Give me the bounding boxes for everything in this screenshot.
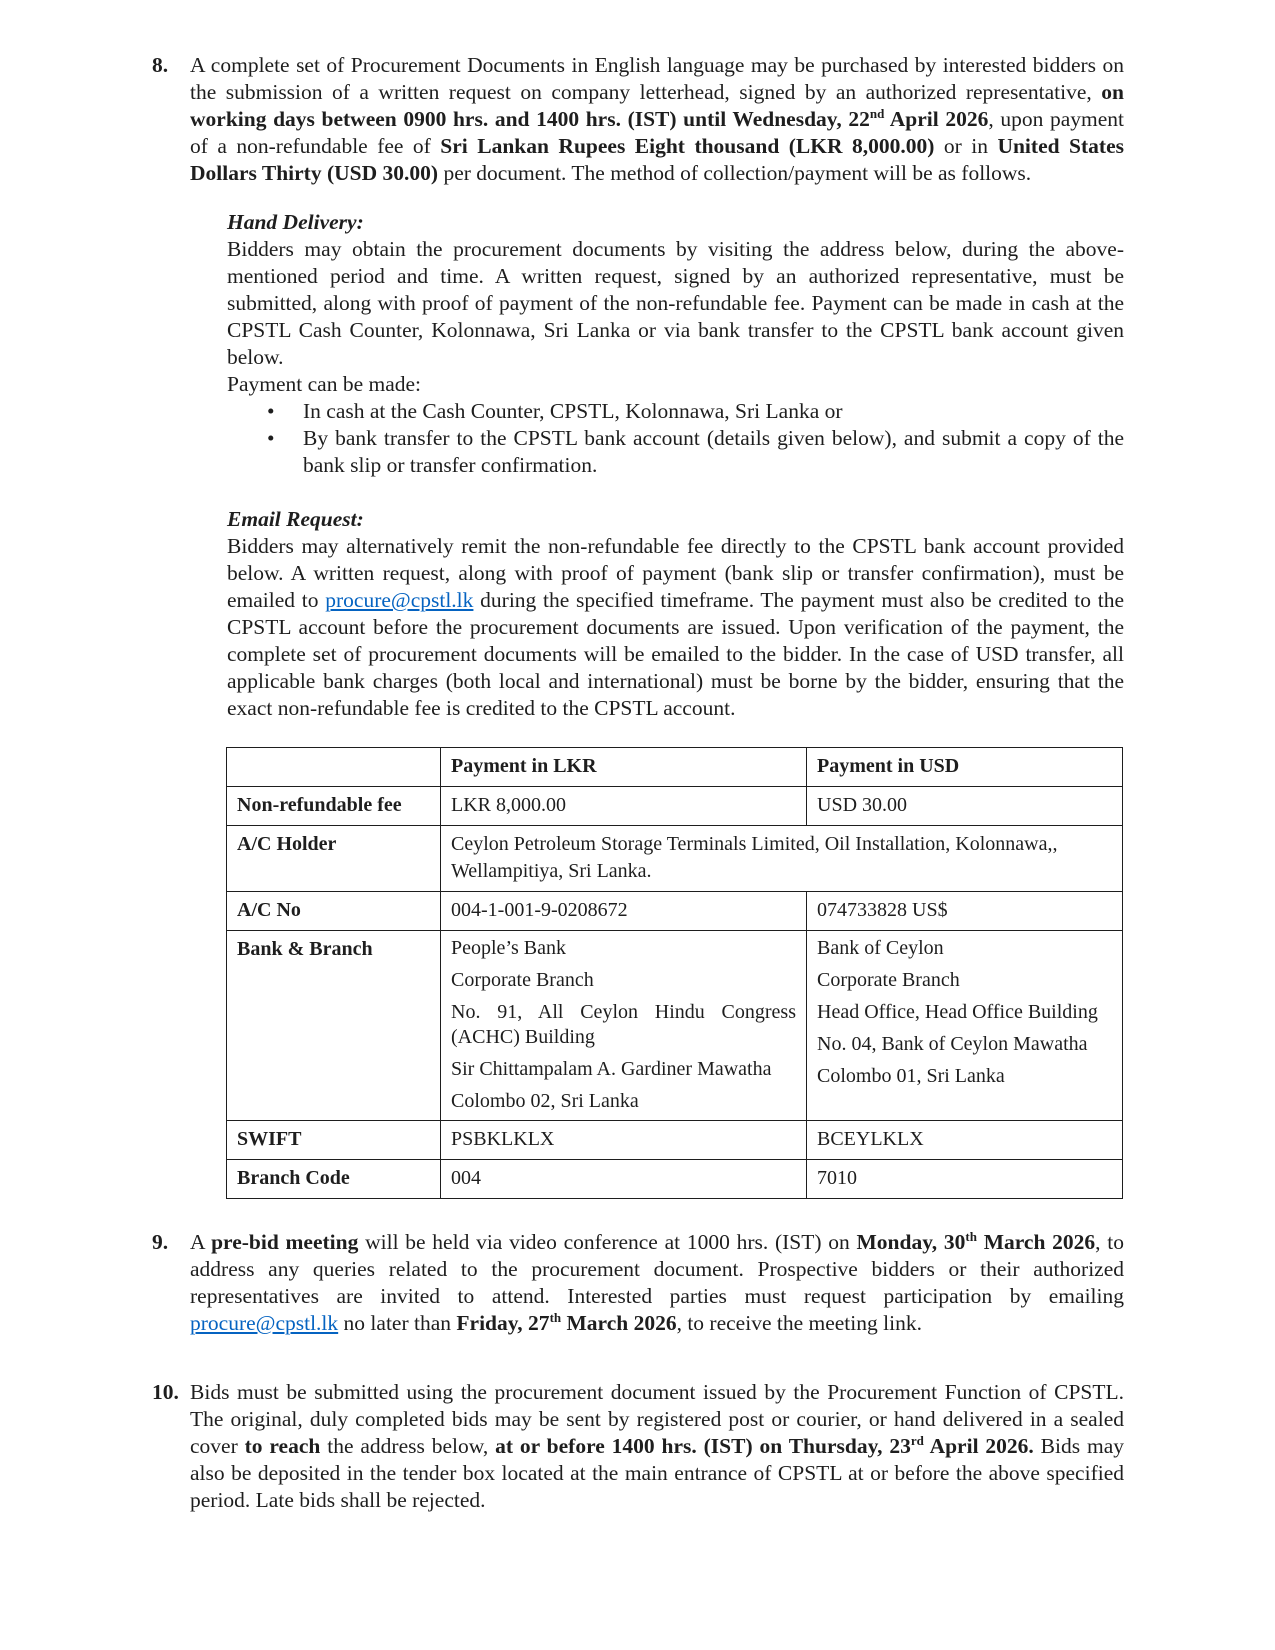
item-9-body (190, 1229, 1124, 1337)
text-run: A complete set of Procurement Documents in English language may be purchased by interested bidders on the submission of a written request on company letterhead, signed by an authorized representative, (190, 53, 1124, 104)
swift-lkr-value: PSBKLKLX (441, 1121, 807, 1160)
text-run-bold: April 2026 (884, 107, 989, 131)
item-8-body (190, 52, 1124, 1199)
list-item-9 (152, 1229, 1124, 1337)
table-row-branch-code (227, 1160, 1123, 1199)
procure-email-link[interactable]: procure@cpstl.lk (325, 588, 474, 612)
bank-line: Corporate Branch (451, 969, 594, 991)
row-label: SWIFT (227, 1121, 441, 1160)
fee-usd-value: USD 30.00 (807, 787, 1123, 826)
item-10-body (190, 1379, 1124, 1514)
hand-delivery-section (227, 209, 1124, 479)
table-row-fee (227, 787, 1123, 826)
text-run-bold: pre-bid meeting (211, 1230, 359, 1254)
table-row-swift (227, 1121, 1123, 1160)
text-run-bold: Friday, 27 (456, 1311, 550, 1335)
item-10-paragraph (190, 1379, 1124, 1514)
text-run: the address below, (320, 1434, 496, 1458)
email-request-paragraph (227, 533, 1124, 722)
item-9-paragraph (190, 1229, 1124, 1337)
row-label: A/C Holder (227, 826, 441, 892)
bank-line: Colombo 01, Sri Lanka (817, 1065, 1005, 1087)
row-label: Non-refundable fee (227, 787, 441, 826)
bank-branch-lkr-cell (441, 931, 807, 1121)
row-label: A/C No (227, 892, 441, 931)
text-run: will be held via video conference at 1000 hrs. (IST) on (358, 1230, 857, 1254)
table-row-bank-branch (227, 931, 1123, 1121)
account-no-usd-value: 074733828 US$ (807, 892, 1123, 931)
bank-line: People’s Bank (451, 937, 566, 959)
list-item (227, 425, 1124, 479)
bank-line: No. 91, All Ceylon Hindu Congress (ACHC) Building (451, 1001, 796, 1048)
text-run-bold: United States Dollars Thirty (USD 30.00) (190, 134, 1124, 185)
bank-branch-usd-cell (807, 931, 1123, 1121)
text-run: during the specified timeframe. The payment must also be credited to the CPSTL account before the procurement documents are issued. Upon verification of the payment, the complete set of procurement documents will be emailed to the bidder. In the case of USD transfer, all applicable bank charges (both local and international) must be borne by the bidder, ensuring that the exact non-refundable fee is credited to the CPSTL account. (227, 588, 1124, 720)
text-run: no later than (338, 1311, 457, 1335)
row-label: Bank & Branch (227, 931, 441, 1121)
swift-usd-value: BCEYLKLX (807, 1121, 1123, 1160)
fee-lkr-value: LKR 8,000.00 (441, 787, 807, 826)
item-9-number: 9. (152, 1230, 169, 1254)
hand-delivery-heading: Hand Delivery: (227, 210, 364, 234)
ordinal-superscript: rd (910, 1432, 924, 1448)
branch-code-lkr-value: 004 (441, 1160, 807, 1199)
item-8-number: 8. (152, 53, 169, 77)
account-holder-value: Ceylon Petroleum Storage Terminals Limited, Oil Installation, Kolonnawa,, Wellampitiya, Sri Lanka. (441, 826, 1123, 892)
list-item-8 (152, 52, 1124, 1199)
header-payment-lkr: Payment in LKR (441, 748, 807, 787)
header-payment-usd: Payment in USD (807, 748, 1123, 787)
table-row-header (227, 748, 1123, 787)
ordinal-superscript: th (549, 1309, 562, 1325)
text-run: or in (934, 134, 998, 158)
bank-line: Sir Chittampalam A. Gardiner Mawatha (451, 1058, 772, 1080)
bank-line: Head Office, Head Office Building (817, 1001, 1098, 1023)
text-run-bold: to reach (244, 1434, 321, 1458)
text-run-bold: Sri Lankan Rupees Eight thousand (LKR 8,000.00) (440, 134, 935, 158)
bullet-icon: • (267, 426, 275, 450)
list-item-10 (152, 1379, 1124, 1514)
branch-code-usd-value: 7010 (807, 1160, 1123, 1199)
text-run-bold: at or before 1400 hrs. (IST) on Thursday, 23 (495, 1434, 911, 1458)
text-run: , upon payment of a non-refundable fee of (190, 107, 1124, 158)
bank-line: Colombo 02, Sri Lanka (451, 1090, 639, 1112)
item-10-number: 10. (152, 1380, 179, 1404)
table-row-account-no (227, 892, 1123, 931)
procure-email-link[interactable]: procure@cpstl.lk (190, 1311, 339, 1335)
header-empty-cell (227, 748, 441, 787)
hand-delivery-paragraph: Bidders may obtain the procurement documents by visiting the address below, during the above-mentioned period and time. A written request, signed by an authorized representative, must be submitted, along with proof of payment of the non-refundable fee. Payment can be made in cash at the CPSTL Cash Counter, Kolonnawa, Sri Lanka or via bank transfer to the CPSTL bank account given below. (227, 237, 1124, 369)
text-run: , to receive the meeting link. (676, 1311, 922, 1335)
payment-made-line: Payment can be made: (227, 372, 422, 396)
email-request-heading: Email Request: (227, 507, 364, 531)
email-request-section (227, 506, 1124, 722)
text-run: , to address any queries related to the procurement document. Prospective bidders or their authorized representatives are invited to attend. Interested parties must request participation by emailing (190, 1230, 1124, 1308)
bank-line: Corporate Branch (817, 969, 960, 991)
item-8-paragraph (190, 52, 1124, 187)
text-run-bold: March 2026 (561, 1311, 677, 1335)
text-run: per document. The method of collection/payment will be as follows. (438, 161, 1032, 185)
row-label: Branch Code (227, 1160, 441, 1199)
text-run: Bids may also be deposited in the tender box located at the main entrance of CPSTL at or before the above specified period. Late bids shall be rejected. (190, 1434, 1125, 1512)
bank-line: Bank of Ceylon (817, 937, 944, 959)
text-run: A (190, 1230, 212, 1254)
list-item (227, 398, 1124, 425)
text-run: Bids must be submitted using the procurement document issued by the Procurement Function of CPSTL. The original, duly completed bids may be sent by registered post or courier, or hand delivered in a sealed cover (190, 1380, 1124, 1458)
text-run-bold: Monday, 30 (856, 1230, 966, 1254)
text-run: Bidders may alternatively remit the non-refundable fee directly to the CPSTL bank account provided below. A written request, along with proof of payment (bank slip or transfer confirmation), must be emailed to (227, 534, 1124, 612)
payment-options-list (227, 398, 1124, 479)
bullet-text: By bank transfer to the CPSTL bank account (details given below), and submit a copy of the bank slip or transfer confirmation. (303, 426, 1124, 477)
payment-details-table (226, 747, 1123, 1199)
account-no-lkr-value: 004-1-001-9-0208672 (441, 892, 807, 931)
text-run-bold: March 2026 (976, 1230, 1096, 1254)
ordinal-superscript: th (965, 1228, 977, 1244)
bullet-icon: • (267, 399, 275, 423)
ordinal-superscript: nd (869, 105, 885, 121)
bank-line: No. 04, Bank of Ceylon Mawatha (817, 1033, 1088, 1055)
table-row-holder (227, 826, 1123, 892)
text-run-bold: on working days between 0900 hrs. and 1400 hrs. (IST) until Wednesday, 22 (190, 80, 1124, 131)
text-run-bold: April 2026. (923, 1434, 1034, 1458)
bullet-text: In cash at the Cash Counter, CPSTL, Kolonnawa, Sri Lanka or (303, 399, 843, 423)
